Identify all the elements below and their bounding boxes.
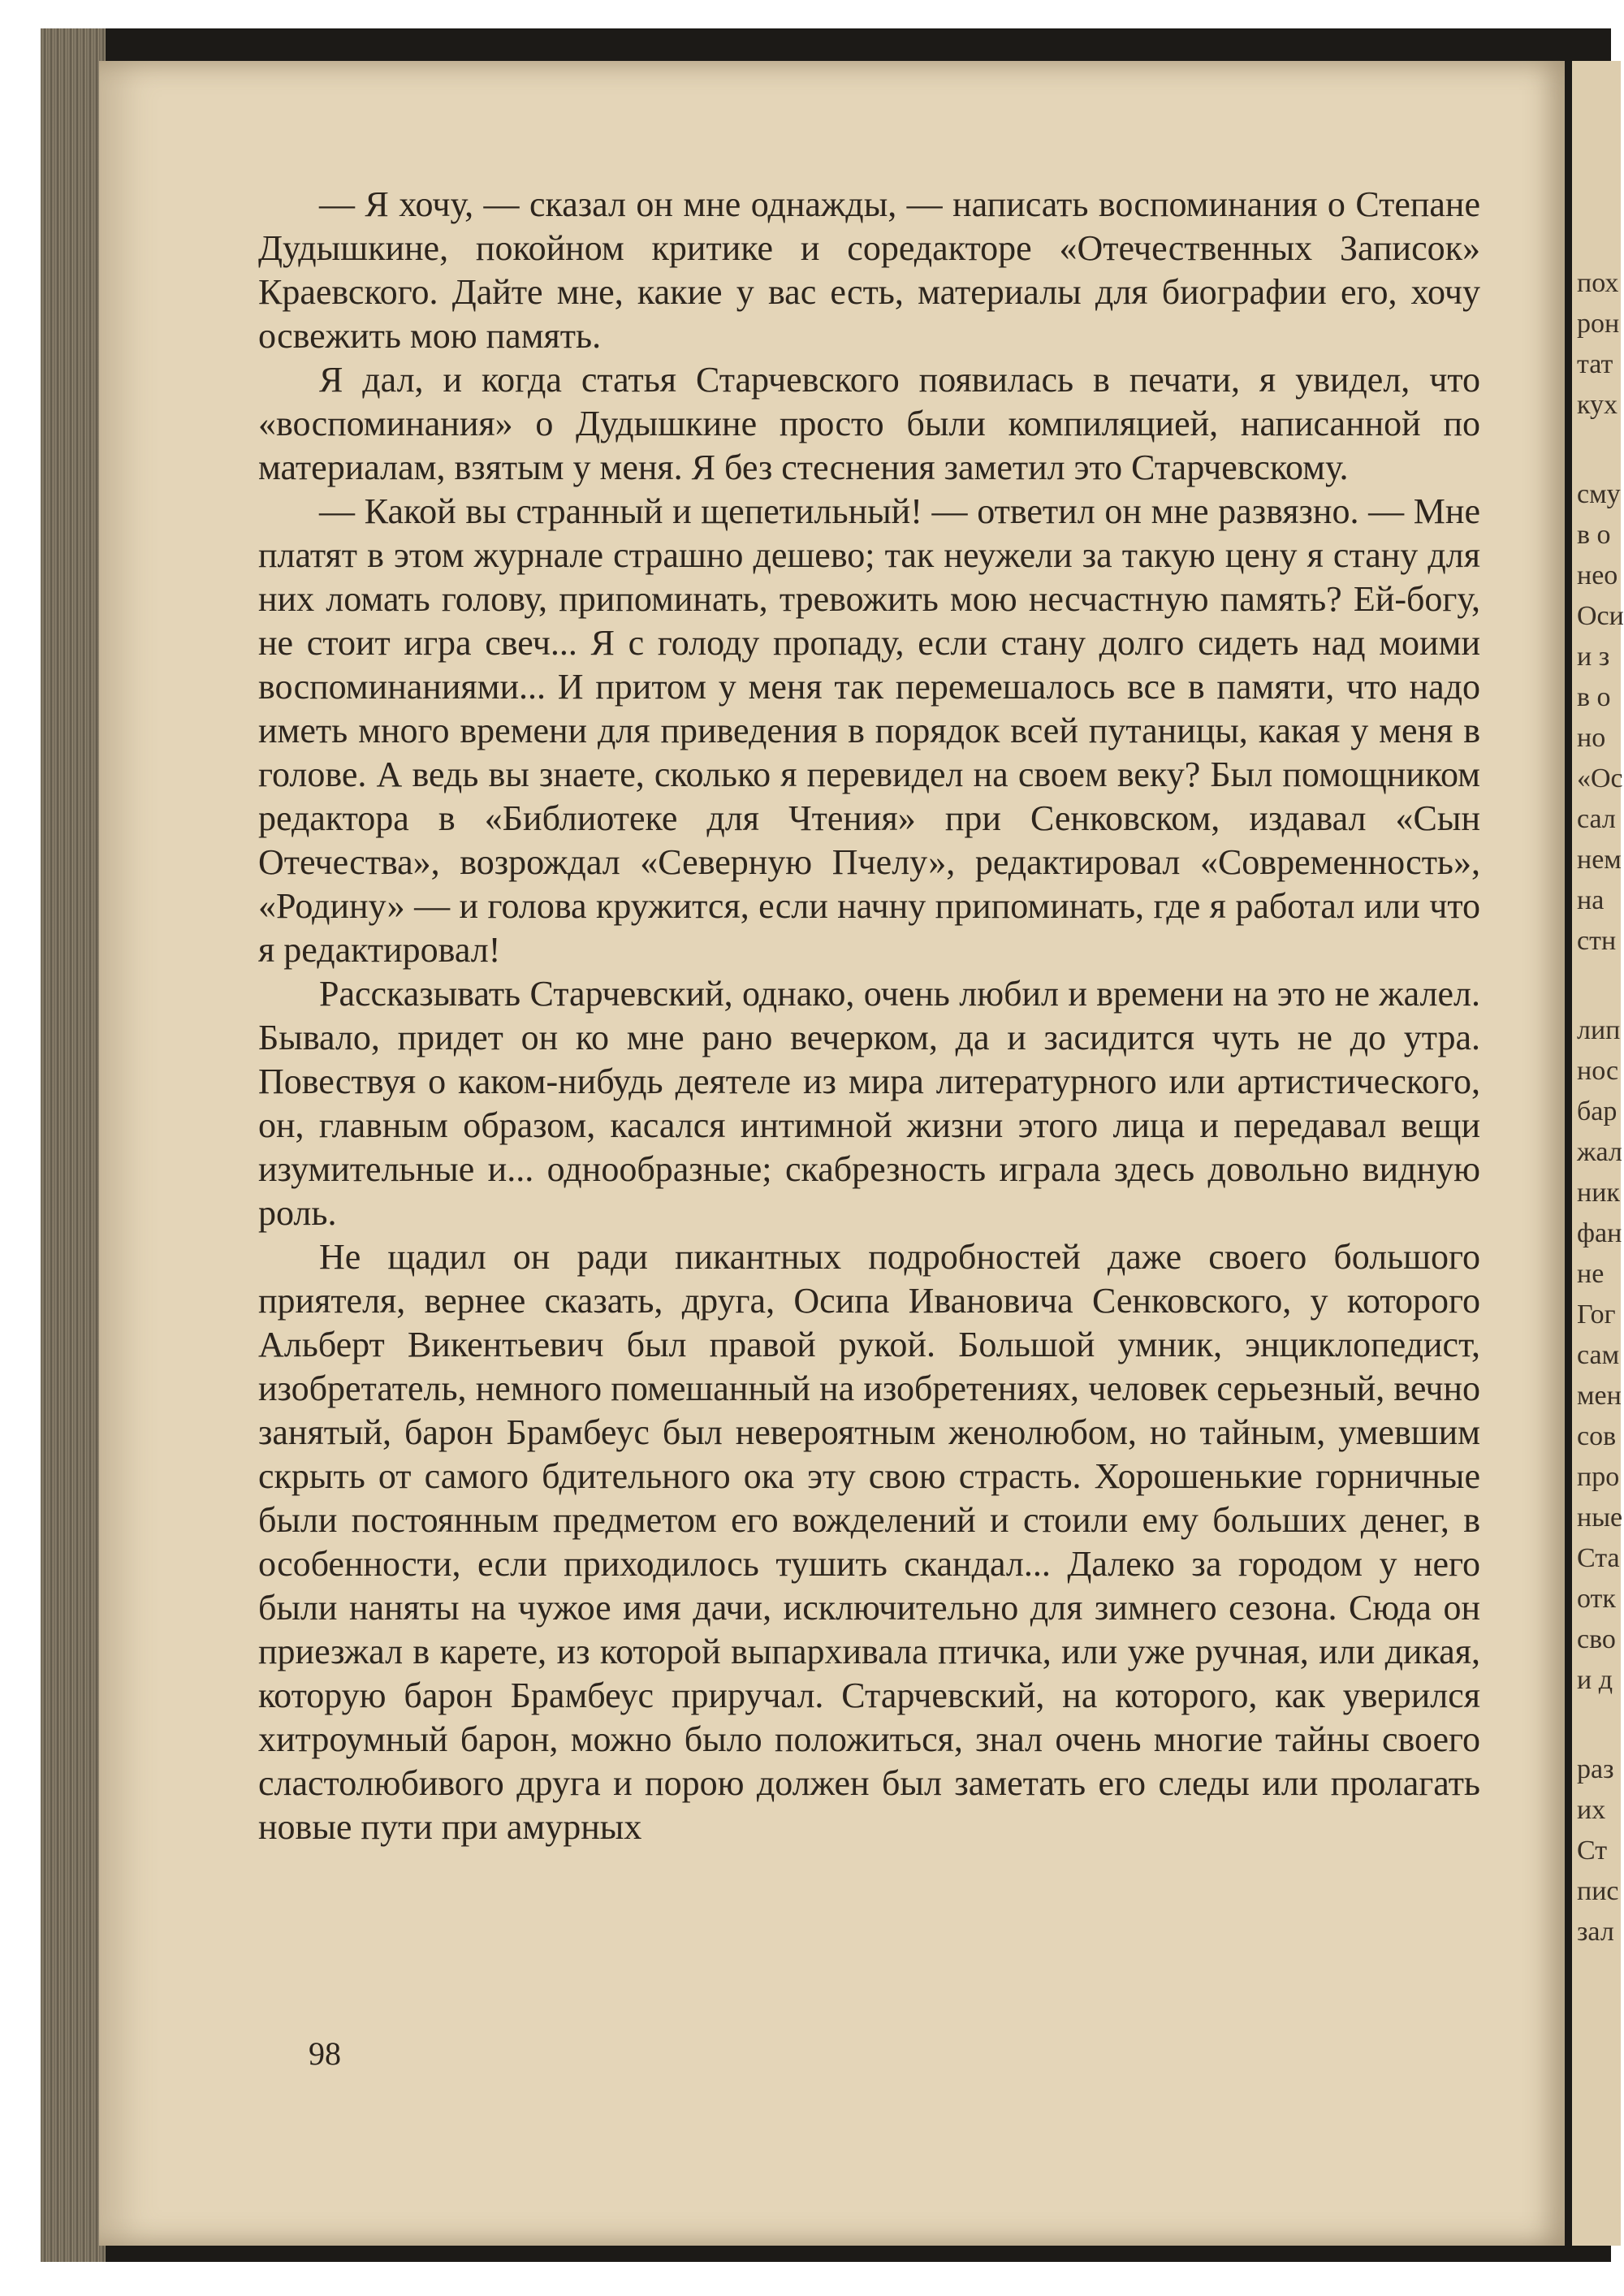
page-body-text <box>258 183 1480 1849</box>
adjacent-page-fragment: Гог <box>1577 1299 1616 1330</box>
adjacent-page-fragment: рон <box>1577 309 1620 339</box>
adjacent-page-fragment: Ст <box>1577 1836 1608 1866</box>
adjacent-page-fragment: жал <box>1577 1137 1622 1167</box>
adjacent-page-fragment: лип <box>1577 1015 1621 1045</box>
adjacent-page-fragment: отк <box>1577 1584 1616 1614</box>
adjacent-page-fragment: нем <box>1577 845 1622 875</box>
paragraph: — Я хочу, — сказал он мне однажды, — написать воспоминания о Степане Дудышкине, покойном критике и соредакторе «Отечественных Записок» Краевского. Дайте мне, какие у вас есть, материалы для биографии его, хочу освежить мою память. <box>258 184 1480 356</box>
adjacent-page-fragment: «Ос <box>1577 763 1623 793</box>
adjacent-page-fragment: нос <box>1577 1056 1619 1086</box>
adjacent-page-fragment: пис <box>1577 1876 1619 1906</box>
adjacent-page-fragment: сму <box>1577 479 1621 509</box>
adjacent-page-fragment: тат <box>1577 349 1613 379</box>
adjacent-page-fragment: зал <box>1577 1917 1614 1947</box>
adjacent-page-fragment: нео <box>1577 560 1618 590</box>
adjacent-page-fragment: не <box>1577 1259 1605 1289</box>
adjacent-page-fragment: мен <box>1577 1381 1622 1411</box>
adjacent-page-fragment: в о <box>1577 520 1611 550</box>
adjacent-page-fragment: стн <box>1577 926 1617 956</box>
adjacent-page-fragment: кух <box>1577 390 1618 420</box>
adjacent-page-strip <box>1572 61 1624 2246</box>
paragraph: Не щадил он ради пикантных подробностей даже своего большого приятеля, вернее сказать, друга, Осипа Ивановича Сенковского, у которого Альберт Викентьевич был правой рукой. Большой умник, энциклопедист, изобретатель, немного помешанный на изобретениях, человек серьезный, вечно занятый, барон Брамбеус был невероятным женолюбом, но тайным, умевшим скрыть от самого бдительного ока эту свою страсть. Хорошенькие горничные были постоянным предметом его вожделений и стоили ему больших денег, в особенности, если приходилось тушить скандал... Далеко за городом у него были наняты на чужое имя дачи, исключительно для зимнего сезона. Сюда он приезжал в карете, из которой выпархивала птичка, или уже ручная, или дикая, которую барон Брамбеус приручал. Старчевский, на которого, как уверился хитроумный барон, можно было положиться, знал очень многие тайны своего сластолюбивого друга и порою должен был заметать его следы или пролагать новые пути при амурных <box>258 1237 1480 1847</box>
adjacent-page-fragment: их <box>1577 1795 1606 1825</box>
adjacent-page-fragment: сал <box>1577 804 1616 834</box>
paragraph: — Какой вы странный и щепетильный! — ответил он мне развязно. — Мне платят в этом журнале страшно дешево; так неужели за такую цену я стану для них ломать голову, припоминать, тревожить мою несчастную память? Ей-богу, не стоит игра свеч... Я с голоду пропаду, если стану долго сидеть над моими воспоминаниями... И притом у меня так перемешалось все в памяти, что надо иметь много времени для приведения в порядок всей путаницы, какая у меня в голове. А ведь вы знаете, сколько я перевидел на своем веку? Был помощником редактора в «Библиотеке для Чтения» при Сенковском, издавал «Сын Отечества», возрождал «Северную Пчелу», редактировал «Современность», «Родину» — и голова кружится, если начну припоминать, где я работал или что я редактировал! <box>258 491 1480 970</box>
book-page-edges <box>41 28 106 2262</box>
adjacent-page-fragment: но <box>1577 723 1606 753</box>
paragraph: Я дал, и когда статья Старчевского появилась в печати, я увидел, что «воспоминания» о Дудышкине просто были компиляцией, написанной по материалам, взятым у меня. Я без стеснения заметил это Старчевскому. <box>258 360 1480 487</box>
adjacent-page-fragment: сов <box>1577 1421 1617 1451</box>
adjacent-page-fragment: пох <box>1577 268 1619 298</box>
adjacent-page-fragment: Ста <box>1577 1543 1620 1573</box>
adjacent-page-fragment: про <box>1577 1462 1620 1492</box>
adjacent-page-fragment: бар <box>1577 1096 1618 1126</box>
adjacent-page-fragment: на <box>1577 885 1605 915</box>
adjacent-page-fragment: сам <box>1577 1340 1620 1370</box>
adjacent-page-fragment: фан <box>1577 1218 1622 1248</box>
adjacent-page-fragment: ник <box>1577 1178 1620 1208</box>
adjacent-page-fragment: Оси <box>1577 601 1624 631</box>
adjacent-page-fragment: и з <box>1577 642 1610 672</box>
adjacent-page-fragment: ные <box>1577 1503 1623 1533</box>
adjacent-page-fragment: и д <box>1577 1665 1613 1695</box>
adjacent-page-fragment: раз <box>1577 1754 1614 1784</box>
adjacent-page-fragment: в о <box>1577 682 1611 712</box>
adjacent-page-fragment: сво <box>1577 1624 1616 1654</box>
page-number: 98 <box>309 2035 341 2072</box>
paragraph: Рассказывать Старчевский, однако, очень любил и времени на это не жалел. Бывало, придет он ко мне рано вечерком, да и засидится чуть не до утра. Повествуя о каком-нибудь деятеле из мира литературного или артистического, он, главным образом, касался интимной жизни этого лица и передавал вещи изумительные и... однообразные; скабрезность играла здесь довольно видную роль. <box>258 974 1480 1233</box>
